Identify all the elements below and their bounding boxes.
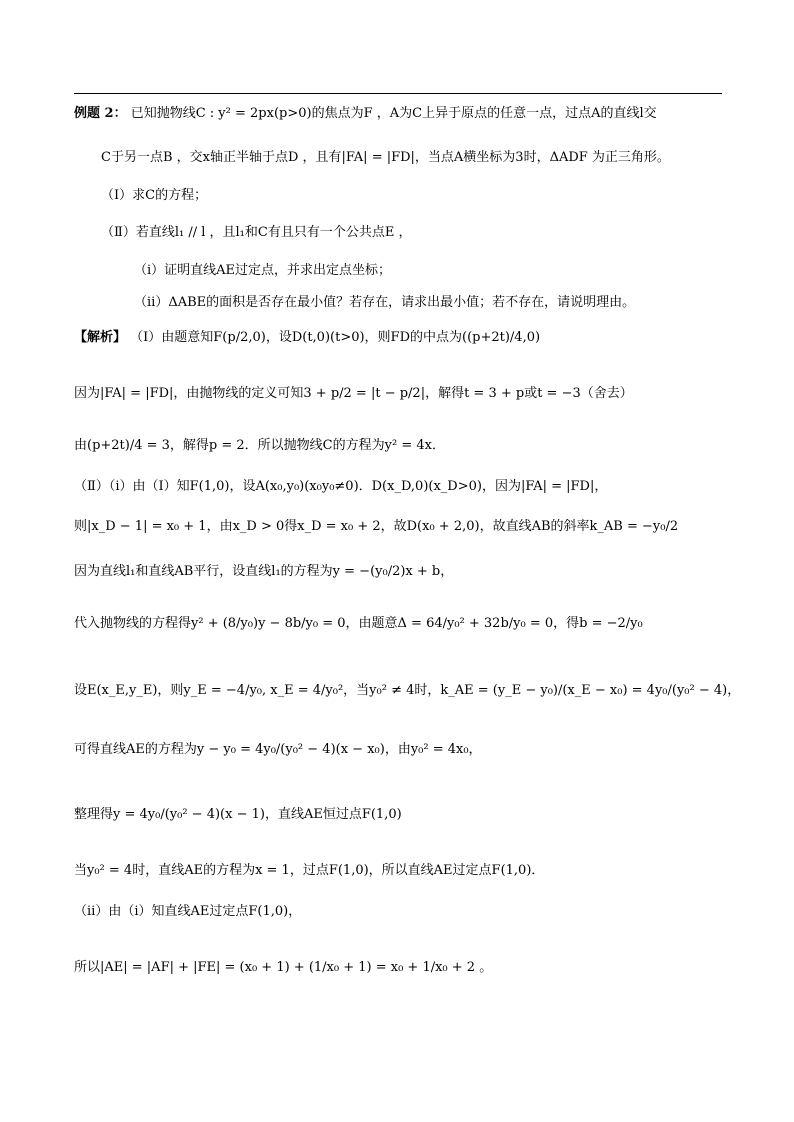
- solution-line-3: 由(p+2t)/4 = 3，解得p = 2．所以抛物线C的方程为y² = 4x．: [74, 438, 445, 453]
- solution-line-5: 则|x_D − 1| = x₀ + 1，由x_D > 0得x_D = x₀ + 2，故D(x₀ + 2,0)，故直线AB的斜率k_AB = −y₀/2: [74, 519, 679, 534]
- question-part-2: （Ⅱ）若直线l₁ // l ，且l₁和C有且只有一个公共点E ，: [101, 225, 412, 240]
- header-rule: [74, 93, 722, 94]
- solution-line-9: 可得直线AE的方程为y − y₀ = 4y₀/(y₀² − 4)(x − x₀)，由y₀² = 4x₀，: [74, 742, 482, 757]
- solution-line-1: [74, 328, 540, 348]
- solution-line-10: 整理得y = 4y₀/(y₀² − 4)(x − 1)，直线AE恒过点F(1,0): [74, 807, 402, 822]
- question-part-1: （Ⅰ）求C的方程；: [101, 188, 208, 203]
- solution-text-1: （Ⅰ）由题意知F(p/2,0)，设D(t,0)(t>0)，则FD的中点为((p+2t)/4,0): [130, 330, 541, 345]
- solution-line-4: （Ⅱ）（ⅰ）由（Ⅰ）知F(1,0)，设A(x₀,y₀)(x₀y₀≠0)．D(x_D,0)(x_D>0)，因为|FA| = |FD|，: [74, 479, 608, 494]
- solution-line-13: 所以|AE| = |AF| + |FE| = (x₀ + 1) + (1/x₀ + 1) = x₀ + 1/x₀ + 2 。: [74, 960, 493, 975]
- example-line-1: [74, 104, 657, 124]
- solution-line-8: 设E(x_E,y_E)，则y_E = −4/y₀, x_E = 4/y₀²，当y₀² ≠ 4时，k_AE = (y_E − y₀)/(x_E − x₀) = 4y₀/(y₀² − 4)，: [74, 683, 741, 698]
- solution-line-12: （ⅱ）由（ⅰ）知直线AE过定点F(1,0)，: [74, 904, 302, 919]
- example-label: 例题 2：: [74, 106, 127, 121]
- question-sub-1: （ⅰ）证明直线AE过定点，并求出定点坐标；: [134, 263, 392, 278]
- example-line-2: C于另一点B ，交x轴正半轴于点D ，且有|FA| = |FD|，当点A横坐标为3时，ΔADF 为正三角形。: [101, 150, 670, 165]
- solution-line-7: 代入抛物线的方程得y² + (8/y₀)y − 8b/y₀ = 0，由题意Δ = 64/y₀² + 32b/y₀ = 0，得b = −2/y₀: [74, 616, 643, 631]
- solution-label: 【解析】: [74, 330, 127, 345]
- solution-line-6: 因为直线l₁和直线AB平行，设直线l₁的方程为y = −(y₀/2)x + b，: [74, 564, 454, 579]
- solution-line-2: 因为|FA| = |FD|，由抛物线的定义可知3 + p/2 = |t − p/2|，解得t = 3 + p或t = −3（舍去）: [74, 386, 633, 401]
- question-sub-2: （ⅱ）ΔABE的面积是否存在最小值？若存在，请求出最小值；若不存在，请说明理由。: [134, 295, 636, 310]
- solution-line-11: 当y₀² = 4时，直线AE的方程为x = 1，过点F(1,0)，所以直线AE过定点F(1,0)．: [74, 863, 545, 878]
- example-text-1: 已知抛物线C : y² = 2px(p>0)的焦点为F ，A为C上异于原点的任意一点，过点A的直线l交: [130, 106, 657, 121]
